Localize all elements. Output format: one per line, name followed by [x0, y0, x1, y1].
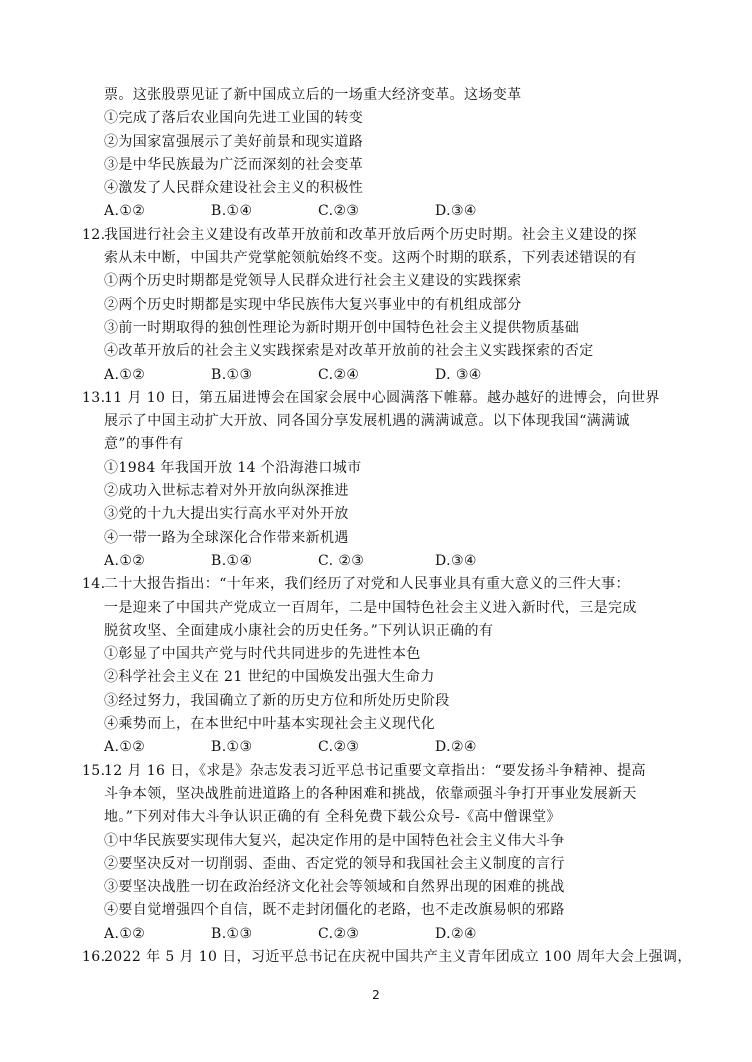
option-a: A.①②	[104, 203, 146, 220]
option-a: A.①②	[104, 925, 146, 942]
question-number: 13.	[82, 389, 106, 406]
question-stem-line: 斗争本领，坚决战胜前进道路上的各种困难和挑战，依靠顽强斗争打开事业发展新天	[104, 785, 637, 802]
statement-item: ②成功入世标志着对外开放向纵深推进	[104, 483, 349, 500]
question-13	[82, 387, 692, 573]
statement-item: ④要自觉增强四个自信，既不走封闭僵化的老路，也不走改旗易帜的邪路	[104, 902, 565, 919]
question-stem-line: 二十大报告指出：“十年来，我们经历了对党和人民事业具有重大意义的三件大事：	[104, 576, 630, 593]
question-stem-line: 一是迎来了中国共产党成立一百周年，二是中国特色社会主义进入新时代，三是完成	[104, 599, 637, 616]
question-15	[82, 760, 692, 946]
option-d: D.②④	[435, 739, 477, 756]
question-14	[82, 573, 692, 759]
question-number: 15.	[82, 762, 106, 779]
option-c: C.②③	[318, 925, 360, 942]
statement-item: ①完成了落后农业国向先进工业国的转变	[104, 110, 364, 127]
statement-item: ④一带一路为全球深化合作带来新机遇	[104, 529, 349, 546]
option-a: A.①②	[104, 739, 146, 756]
question-stem-line: 展示了中国主动扩大开放、同各国分享发展机遇的满满诚意。以下体现我国“满满诚	[104, 413, 630, 430]
answer-options	[82, 364, 692, 387]
question-number: 14.	[82, 576, 106, 593]
question-stem-line: 脱贫攻坚、全面建成小康社会的历史任务。”下列认识正确的有	[104, 622, 494, 639]
option-b: B.①③	[211, 925, 253, 942]
option-d: D. ③④	[435, 366, 482, 383]
option-d: D.②④	[435, 925, 477, 942]
question-number: 16.	[82, 948, 106, 965]
question-number: 12.	[82, 226, 106, 243]
statement-item: ①两个历史时期都是党领导人民群众进行社会主义建设的实践探索	[104, 273, 522, 290]
page-content	[82, 84, 692, 969]
question-stem-line: 12 月 16 日，《求是》杂志发表习近平总书记重要文章指出：“要发扬斗争精神、提高	[104, 762, 646, 779]
answer-options	[82, 550, 692, 573]
statement-item: ②两个历史时期都是实现中华民族伟大复兴事业中的有机组成部分	[104, 296, 522, 313]
question-12	[82, 224, 692, 387]
question-stem-line: 地。”下列对伟大斗争认识正确的有 全科免费下载公众号-《高中僧课堂》	[104, 809, 561, 826]
statement-item: ③要坚决战胜一切在政治经济文化社会等领域和自然界出现的困难的挑战	[104, 879, 565, 896]
statement-item: ①彰显了中国共产党与时代共同进步的先进性本色	[104, 646, 421, 663]
question-11-fragment	[82, 84, 692, 224]
answer-options	[82, 736, 692, 759]
question-stem-line: 意”的事件有	[104, 436, 184, 453]
question-stem-line: 2022 年 5 月 10 日，习近平总书记在庆祝中国共产主义青年团成立 100 周年大会上强调，	[104, 948, 692, 965]
statement-item: ③前一时期取得的独创性理论为新时期开创中国特色社会主义提供物质基础	[104, 319, 580, 336]
statement-item: ②为国家富强展示了美好前景和现实道路	[104, 133, 364, 150]
statement-item: ④乘势而上，在本世纪中叶基本实现社会主义现代化	[104, 716, 436, 733]
statement-item: ④改革开放后的社会主义实践探索是对改革开放前的社会主义实践探索的否定	[104, 343, 594, 360]
option-d: D.③④	[435, 552, 477, 569]
statement-item: ①中华民族要实现伟大复兴，起决定作用的是中国特色社会主义伟大斗争	[104, 832, 565, 849]
option-b: B.①③	[211, 366, 253, 383]
statement-item: ②要坚决反对一切削弱、歪曲、否定党的领导和我国社会主义制度的言行	[104, 855, 565, 872]
question-stem-line: 11 月 10 日，第五届进博会在国家会展中心圆满落下帷幕。越办越好的进博会，向世界	[104, 389, 660, 406]
option-a: A.①②	[104, 552, 146, 569]
option-b: B.①④	[211, 203, 253, 220]
statement-item: ②科学社会主义在 21 世纪的中国焕发出强大生命力	[104, 669, 435, 686]
statement-item: ④激发了人民群众建设社会主义的积极性	[104, 180, 364, 197]
option-a: A.①②	[104, 366, 146, 383]
option-c: C.②④	[318, 366, 360, 383]
option-c: C.②③	[318, 203, 360, 220]
statement-item: ③党的十九大提出实行高水平对外开放	[104, 506, 349, 523]
statement-item: ③是中华民族最为广泛而深刻的社会变革	[104, 156, 364, 173]
answer-options	[82, 923, 692, 946]
statement-item: ①1984 年我国开放 14 个沿海港口城市	[104, 459, 362, 476]
option-c: C.②③	[318, 739, 360, 756]
answer-options	[82, 200, 692, 223]
option-b: B.①④	[211, 552, 253, 569]
option-c: C. ②③	[318, 552, 365, 569]
option-b: B.①③	[211, 739, 253, 756]
statement-item: ③经过努力，我国确立了新的历史方位和所处历史阶段	[104, 692, 450, 709]
question-stem-line: 索从未中断，中国共产党掌舵领航始终不变。这两个时期的联系，下列表述错误的有	[104, 250, 637, 267]
question-16	[82, 946, 692, 969]
option-d: D.③④	[435, 203, 477, 220]
question-stem-line: 我国进行社会主义建设有改革开放前和改革开放后两个历史时期。社会主义建设的探	[104, 226, 637, 243]
question-stem-line: 票。这张股票见证了新中国成立后的一场重大经济变革。这场变革	[104, 87, 522, 103]
page-number: 2	[372, 988, 380, 1002]
